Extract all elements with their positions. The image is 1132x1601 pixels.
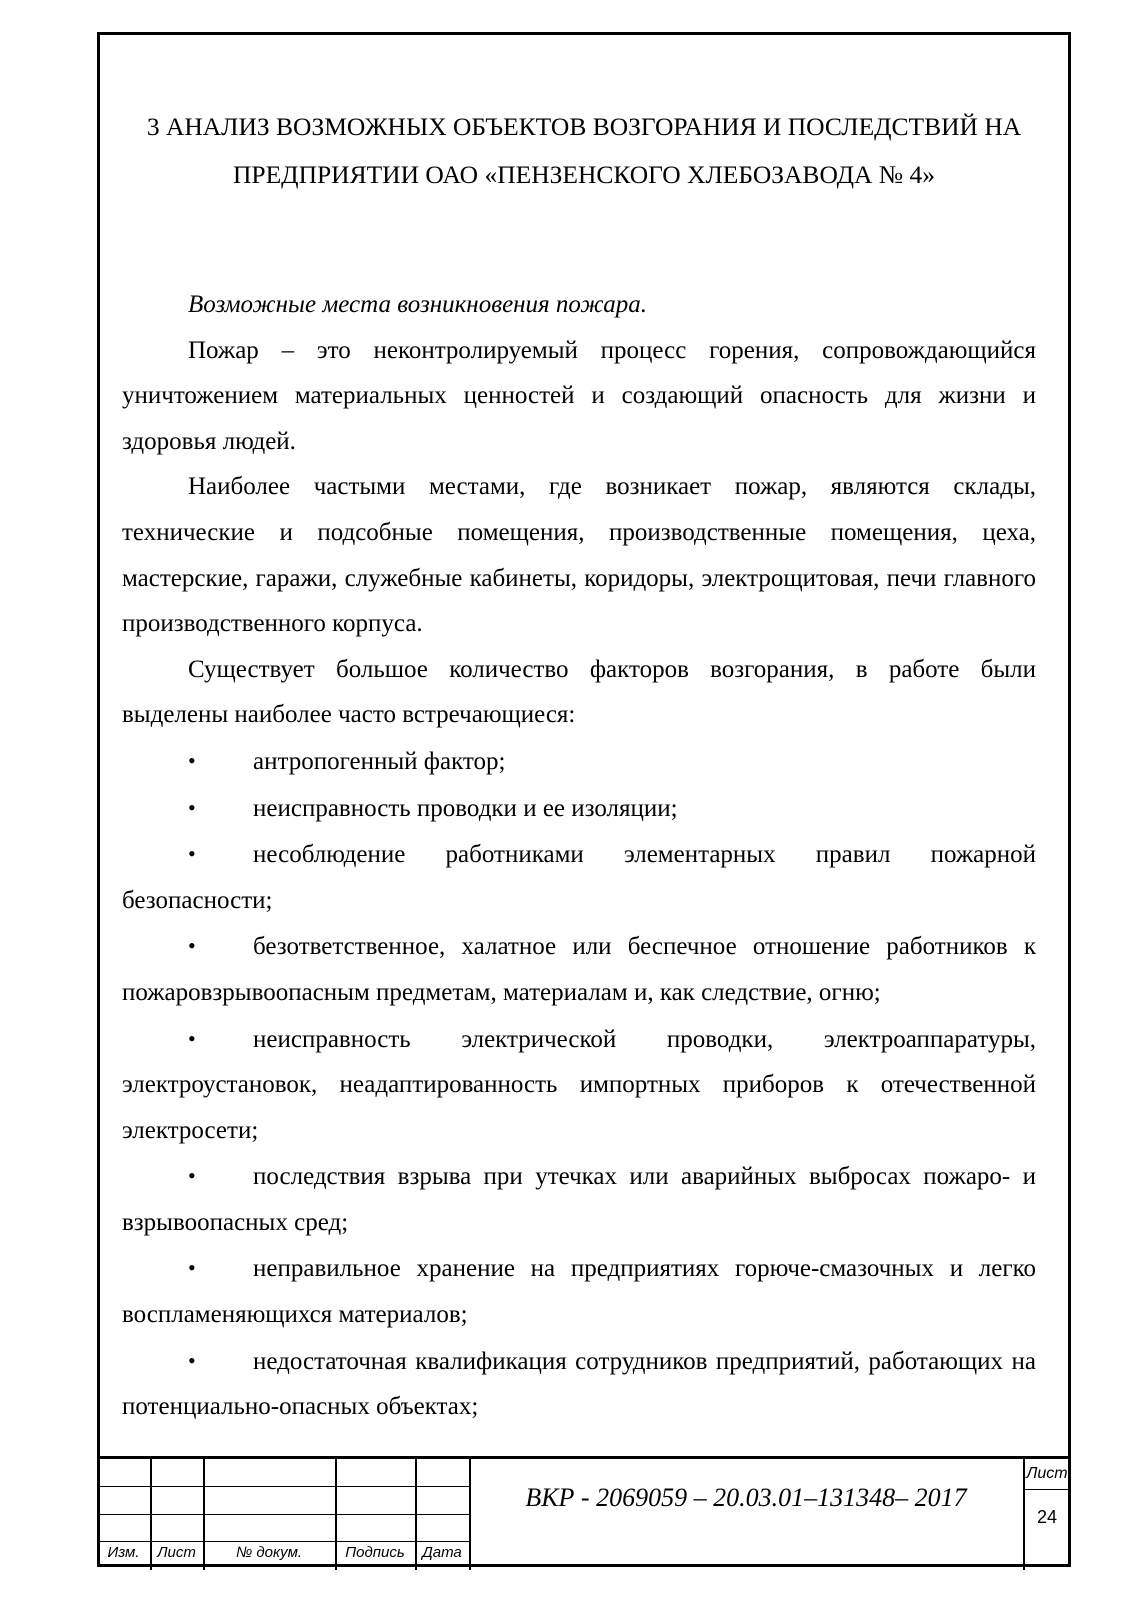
section-heading-line-2: ПРЕДПРИЯТИИ ОАО «ПЕНЗЕНСКОГО ХЛЕБОЗАВОДА № 4» <box>233 160 935 189</box>
document-code: ВКР - 2069059 – 20.03.01–131348– 2017 <box>525 1483 967 1512</box>
sheet-cell-divider <box>1023 1489 1071 1490</box>
list-item <box>122 1338 1036 1430</box>
bullet-icon: • <box>188 794 196 820</box>
list-item-text: антропогенный фактор; <box>253 747 506 775</box>
section-heading-line-1: 3 АНАЛИЗ ВОЗМОЖНЫХ ОБЪЕКТОВ ВОЗГОРАНИЯ И ПОСЛЕДСТВИЙ НА <box>146 112 1022 141</box>
bullet-icon: • <box>188 1255 196 1281</box>
stamp-row-line <box>97 1486 469 1487</box>
factor-list <box>122 738 1036 1430</box>
paragraph: Пожар – это неконтролируемый процесс горения, сопровождающийся уничтожением материальных ценностей и создающий опасность для жизни и здоровья людей. <box>122 336 1036 455</box>
bullet-icon: • <box>188 1025 196 1051</box>
stamp-row-line <box>97 1514 469 1515</box>
list-item-text: последствия взрыва при утечках или аварийных выбросах пожаро- и взрывоопасных сред; <box>122 1163 1036 1236</box>
bullet-icon: • <box>188 841 196 867</box>
list-item <box>122 785 1036 832</box>
paragraph: Существует большое количество факторов возгорания, в работе были выделены наиболее часто встречающиеся: <box>122 655 1036 729</box>
stamp-label-izm: Изм. <box>107 1544 140 1561</box>
list-item <box>122 1245 1036 1337</box>
stamp-label-docnum: № докум. <box>235 1544 303 1561</box>
list-item-text: неисправность электрической проводки, электроаппаратуры, электроустановок, неадаптированность импортных приборов к отечественной электросети; <box>122 1025 1036 1144</box>
stamp-row-line <box>97 1541 469 1542</box>
bullet-icon: • <box>188 747 196 773</box>
stamp-label-date: Дата <box>422 1544 462 1561</box>
list-item <box>122 738 1036 785</box>
list-item-text: несоблюдение работниками элементарных правил пожарной безопасности; <box>122 841 1036 914</box>
paragraph: Наиболее частыми местами, где возникает пожар, являются склады, технические и подсобные помещения, производственные помещения, цеха, мастерские, гаражи, служебные кабинеты, коридоры, электрощитовая, печи главного производственного корпуса. <box>122 473 1036 638</box>
bullet-icon: • <box>188 1347 196 1373</box>
bullet-icon: • <box>188 933 196 959</box>
stamp-label-sign: Подпись <box>345 1544 405 1561</box>
title-block-stamp <box>97 1456 1071 1570</box>
sheet-label: Лист <box>1026 1465 1068 1482</box>
list-item <box>122 923 1036 1015</box>
stamp-label-list: Лист <box>157 1544 196 1561</box>
list-item-text: неправильное хранение на предприятиях горюче-смазочных и легко воспламеняющихся материалов; <box>122 1255 1036 1329</box>
list-item-text: неисправность проводки и ее изоляции; <box>253 794 678 822</box>
sheet-number: 24 <box>1036 1507 1058 1527</box>
subheading: Возможные места возникновения пожара. <box>188 291 647 318</box>
bullet-icon: • <box>188 1163 196 1189</box>
list-item <box>122 831 1036 923</box>
list-item-text: недостаточная квалификация сотрудников предприятий, работающих на потенциально-опасных объектах; <box>122 1347 1036 1421</box>
list-item <box>122 1016 1036 1154</box>
document-body <box>122 282 1036 1430</box>
list-item <box>122 1153 1036 1245</box>
stamp-divider <box>469 1459 471 1570</box>
section-heading <box>100 103 1068 199</box>
list-item-text: безответственное, халатное или беспечное отношение работников к пожаровзрывоопасным предметам, материалам и, как следствие, огню; <box>122 933 1036 1006</box>
